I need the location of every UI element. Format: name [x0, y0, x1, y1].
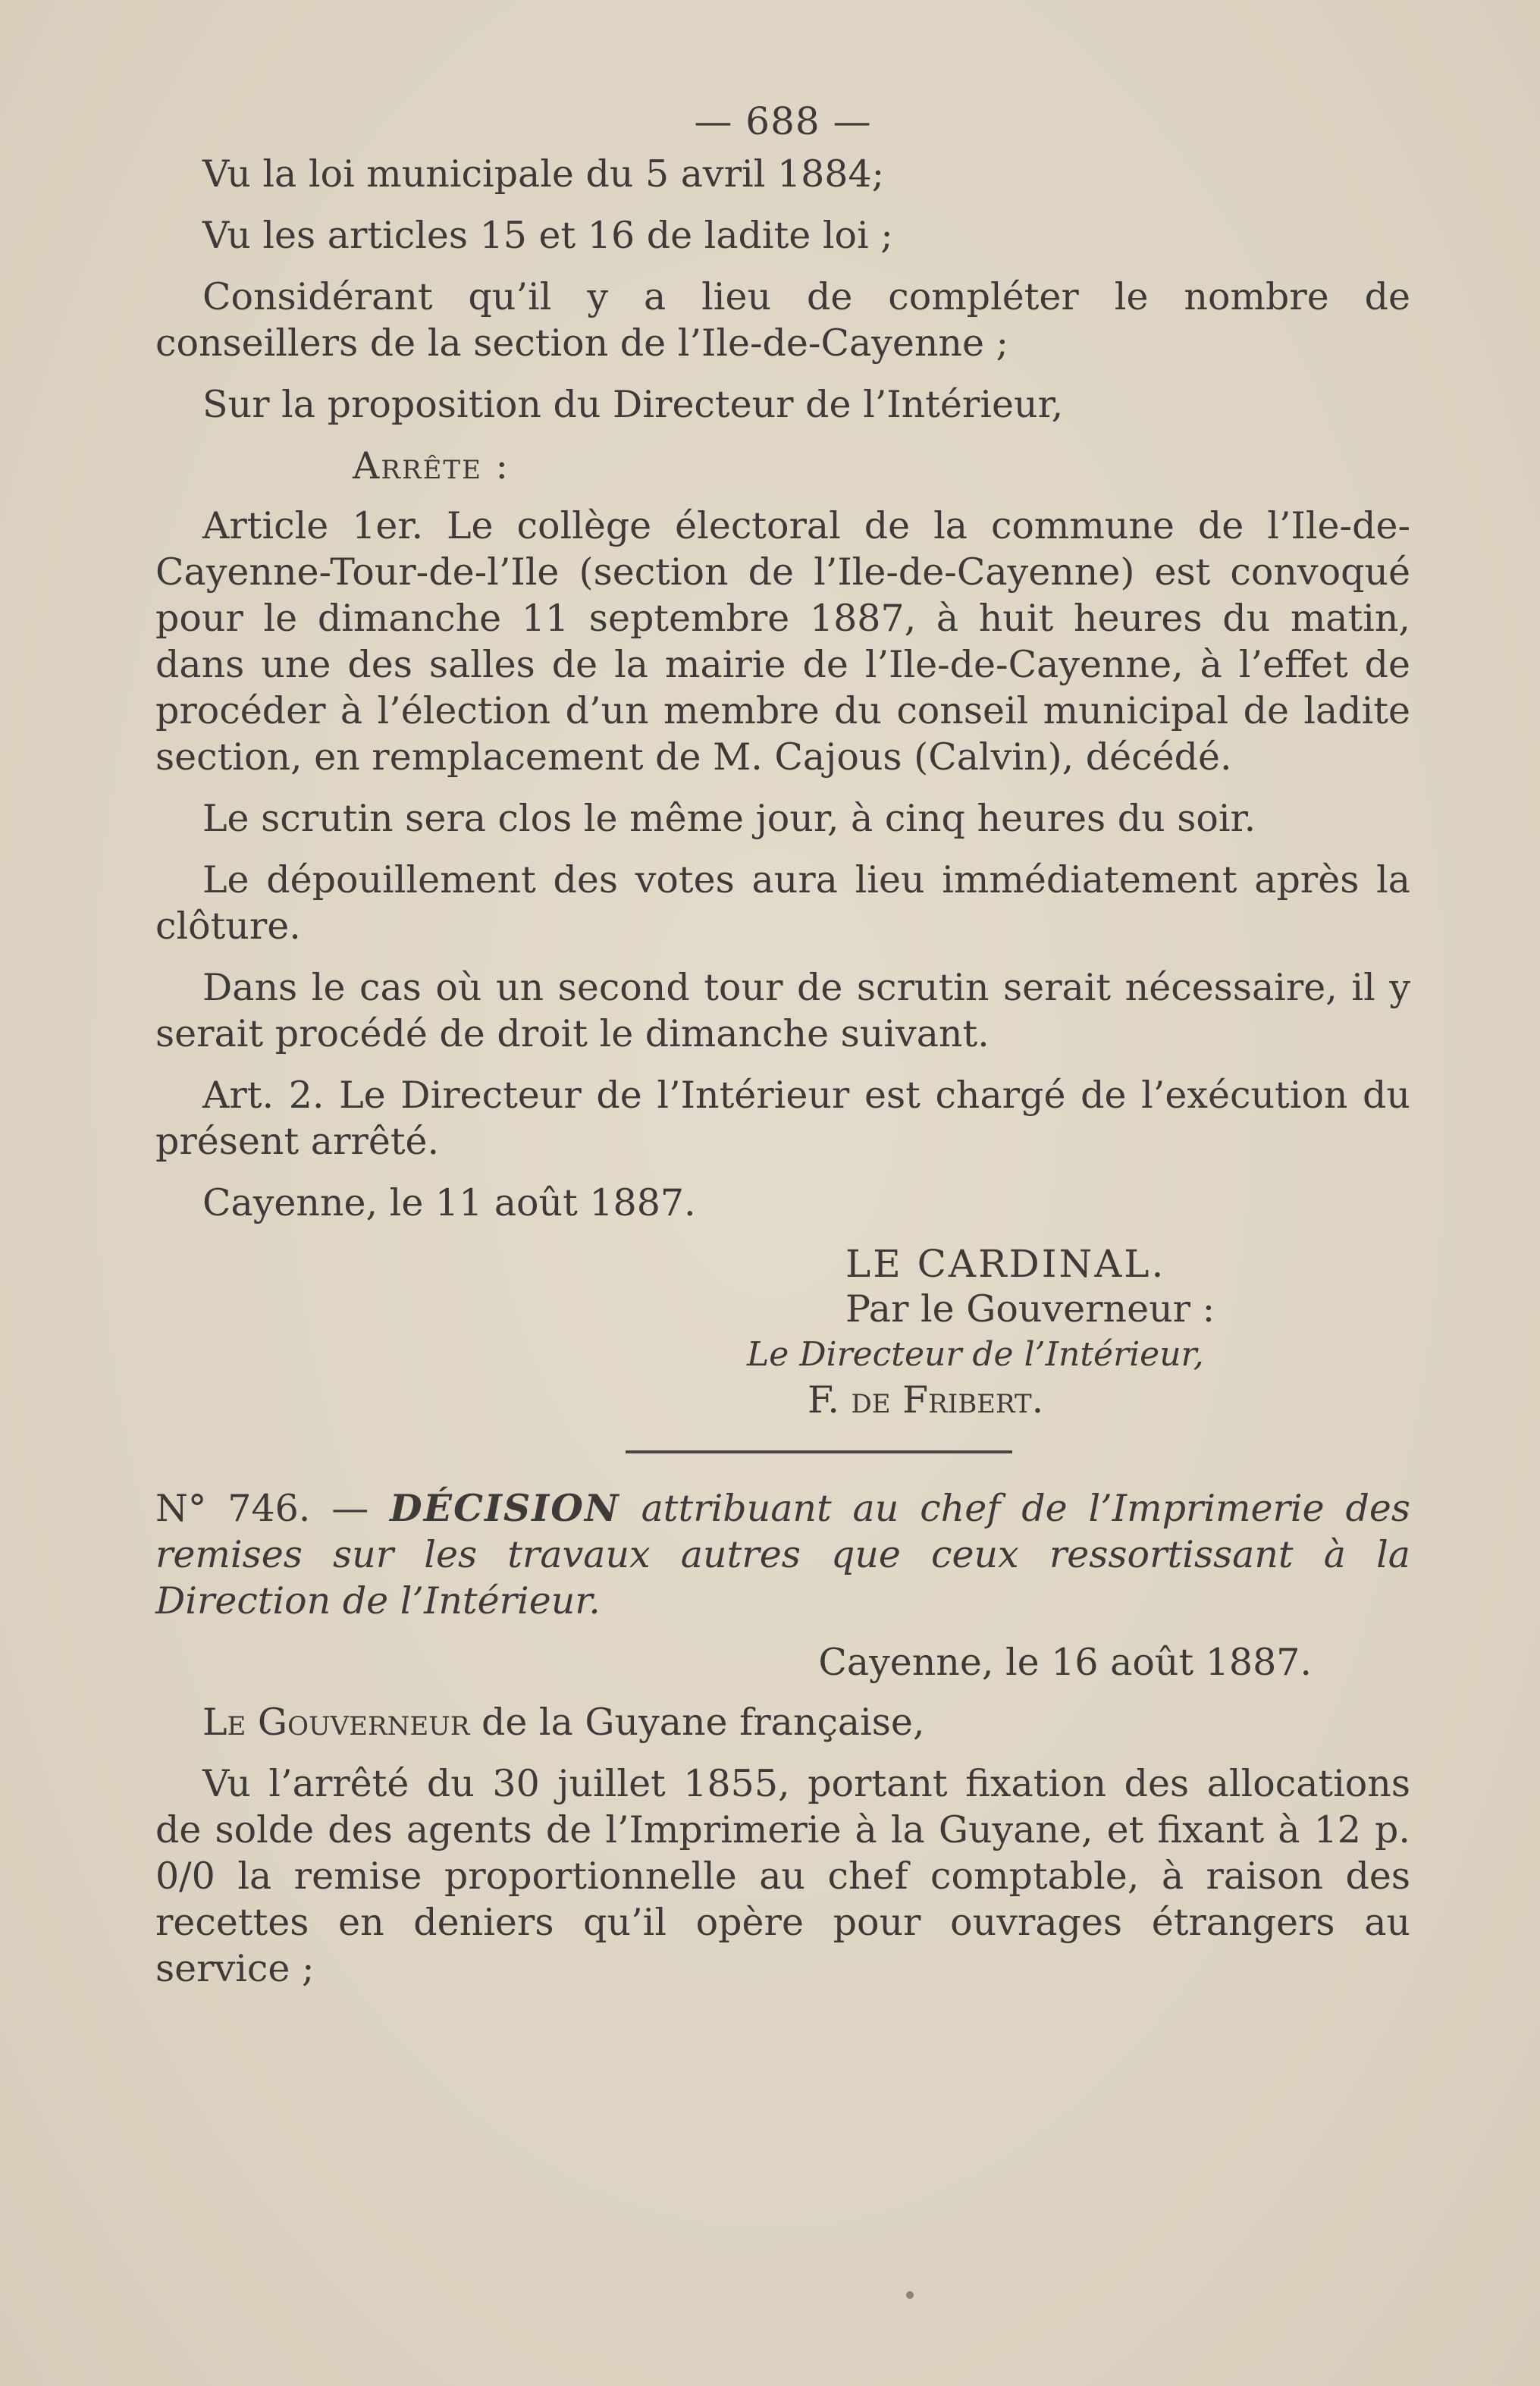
paragraph-depouillement: Le dépouillement des votes aura lieu immédiatement après la clôture.	[155, 858, 1410, 948]
arrete-heading: Arrête :	[353, 444, 510, 488]
paragraph-date-arrete: Cayenne, le 11 août 1887.	[202, 1181, 696, 1224]
paragraph-vu-articles: Vu les articles 15 et 16 de ladite loi ;	[202, 214, 893, 257]
paragraph-article-2: Art. 2. Le Directeur de l’Intérieur est chargé de l’exécution du présent arrêté.	[155, 1074, 1410, 1163]
paragraph-considerant: Considérant qu’il y a lieu de compléter le nombre de conseillers de la section de l’Ile-de-Cayenne ;	[155, 275, 1410, 365]
signature-block	[747, 1241, 1410, 1423]
paragraph-second-tour: Dans le cas où un second tour de scrutin serait nécessaire, il y serait procédé de droit le dimanche suivant.	[155, 966, 1410, 1055]
signature-par: Par le Gouverneur :	[845, 1287, 1215, 1331]
paragraph-vu-loi: Vu la loi municipale du 5 avril 1884;	[202, 152, 885, 196]
page-number: — 688 —	[694, 99, 872, 143]
paper-speck	[906, 2291, 914, 2299]
decision-heading	[155, 1485, 1410, 1624]
decision-text: attribuant au chef de l’Imprimerie des remises sur les travaux autres que ceux ressortissant à la Direction de l’Intérieur.	[155, 1487, 1410, 1623]
text-body	[155, 99, 1410, 2007]
paragraph-final: Vu l’arrêté du 30 juillet 1855, portant fixation des allocations de solde des agents de l’Imprimerie à la Guyane, et fixant à 12 p. 0/0 la remise proportionnelle au chef comptable, à raison des recettes en deniers qu’il opère pour ouvrages étrangers au service ;	[155, 1762, 1410, 1990]
section-divider	[626, 1450, 1012, 1453]
paragraph-scrutin: Le scrutin sera clos le même jour, à cinq heures du soir.	[202, 797, 1256, 840]
decision-title: DÉCISION	[390, 1486, 620, 1530]
signature-director: Le Directeur de l’Intérieur,	[747, 1335, 1204, 1374]
paragraph-proposition: Sur la proposition du Directeur de l’Intérieur,	[202, 383, 1064, 426]
gouverneur-label: Le Gouverneur	[202, 1701, 470, 1744]
decision-date: Cayenne, le 16 août 1887.	[818, 1641, 1312, 1684]
gouverneur-rest: de la Guyane française,	[469, 1701, 925, 1744]
signature-director-name: F. de Fribert.	[808, 1378, 1044, 1422]
paragraph-article-1: Article 1er. Le collège électoral de la commune de l’Ile-de-Cayenne-Tour-de-l’Ile (section de l’Ile-de-Cayenne) est convoqué pour le dimanche 11 septembre 1887, à huit heures du matin, dans une des salles de la mairie de l’Ile-de-Cayenne, à l’effet de procéder à l’élection d’un membre du conseil municipal de ladite section, en remplacement de M. Cajous (Calvin), décédé.	[155, 504, 1410, 779]
signature-name: LE CARDINAL.	[845, 1242, 1166, 1286]
paragraph-gouverneur	[155, 1699, 1410, 1745]
decision-number: N° 746. —	[155, 1487, 390, 1530]
